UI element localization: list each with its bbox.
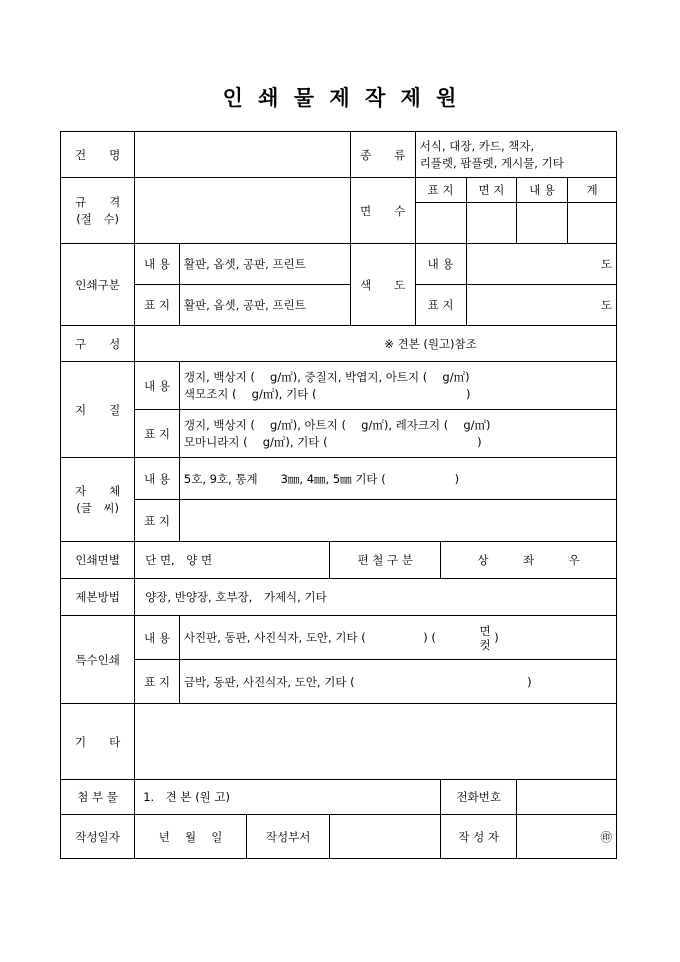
date-field[interactable]: 년 월 일 [135, 815, 247, 859]
pages-cover-header: 표 지 [415, 178, 466, 203]
composition-label: 구 성 [61, 326, 135, 362]
phone-field[interactable] [517, 780, 617, 815]
font-label: 자 체 (글 씨) [61, 458, 135, 542]
type-label: 종 류 [350, 132, 415, 178]
font-cover-field[interactable] [179, 500, 616, 542]
pages-content-header: 내 용 [517, 178, 568, 203]
type-options[interactable]: 서식, 대장, 카드, 책자, 리플렛, 팜플렛, 게시물, 기타 [415, 132, 616, 178]
special-content-label: 내 용 [135, 616, 180, 660]
size-label: 규 격 (절 수) [61, 178, 135, 244]
paper-content-options[interactable]: 갱지, 백상지 ( g/㎡), 중질지, 박엽지, 아트지 ( g/㎡) 색모조지 ( g/㎡), 기타 ( ) [179, 362, 616, 410]
special-content-options[interactable]: 사진판, 동판, 사진식자, 도안, 기타 ( ) ( 면 컷 ) [179, 616, 616, 660]
pages-label: 면 수 [350, 178, 415, 244]
color-content-field[interactable]: 도 [466, 244, 616, 285]
attachment-value[interactable]: 1. 견 본 (원 고) [135, 780, 441, 815]
print-side-label: 인쇄면별 [61, 542, 135, 579]
paper-cover-label: 표 지 [135, 410, 180, 458]
print-class-content-label: 내 용 [135, 244, 180, 285]
bookbinding-options[interactable]: 양장, 반양장, 호부장, 가제식, 기타 [135, 579, 617, 616]
author-field[interactable] [517, 815, 617, 859]
author-label: 작 성 자 [441, 815, 517, 859]
color-label: 색 도 [350, 244, 415, 326]
special-cover-options[interactable]: 금박, 동판, 사진식자, 도안, 기타 ( ) [179, 660, 616, 704]
pages-total-field[interactable] [568, 203, 617, 244]
composition-note: ※ 견본 (원고)참조 [384, 336, 477, 351]
binding-options[interactable]: 상 좌 우 [441, 542, 617, 579]
pages-end-header: 면 지 [466, 178, 517, 203]
color-content-label: 내 용 [415, 244, 466, 285]
paper-cover-options[interactable]: 갱지, 백상지 ( g/㎡), 아트지 ( g/㎡), 레자크지 ( g/㎡) 모마니라지 ( g/㎡), 기타 ( ) [179, 410, 616, 458]
size-field[interactable] [135, 178, 350, 244]
dept-label: 작성부서 [246, 815, 329, 859]
print-class-label: 인쇄구분 [61, 244, 135, 326]
composition-field[interactable] [135, 326, 617, 362]
bookbinding-label: 제본방법 [61, 579, 135, 616]
seal-mark: ㊞ [600, 829, 612, 844]
attachment-label: 첨 부 물 [61, 780, 135, 815]
special-cover-label: 표 지 [135, 660, 180, 704]
font-cover-label: 표 지 [135, 500, 180, 542]
binding-label: 편 철 구 분 [330, 542, 441, 579]
color-cover-field[interactable]: 도 [466, 285, 616, 326]
print-spec-form [60, 131, 617, 859]
document-title: 인 쇄 물 제 작 제 원 [222, 85, 458, 110]
paper-label: 지 질 [61, 362, 135, 458]
font-content-label: 내 용 [135, 458, 180, 500]
name-field[interactable] [135, 132, 350, 178]
print-class-cover-options[interactable]: 활판, 옵셋, 공판, 프린트 [179, 285, 350, 326]
etc-label: 기 타 [61, 704, 135, 780]
print-side-options[interactable]: 단 면, 양 면 [135, 542, 330, 579]
name-label: 건 명 [61, 132, 135, 178]
etc-field[interactable] [135, 704, 617, 780]
pages-cover-field[interactable] [415, 203, 466, 244]
dept-field[interactable] [330, 815, 441, 859]
print-class-content-options[interactable]: 활판, 옵셋, 공판, 프린트 [179, 244, 350, 285]
paper-content-label: 내 용 [135, 362, 180, 410]
special-print-label: 특수인쇄 [61, 616, 135, 704]
pages-content-field[interactable] [517, 203, 568, 244]
date-label: 작성일자 [61, 815, 135, 859]
color-cover-label: 표 지 [415, 285, 466, 326]
phone-label: 전화번호 [441, 780, 517, 815]
pages-end-field[interactable] [466, 203, 517, 244]
pages-total-header: 계 [568, 178, 617, 203]
print-class-cover-label: 표 지 [135, 285, 180, 326]
font-content-options[interactable]: 5호, 9호, 통계 3㎜, 4㎜, 5㎜ 기타 ( ) [179, 458, 616, 500]
